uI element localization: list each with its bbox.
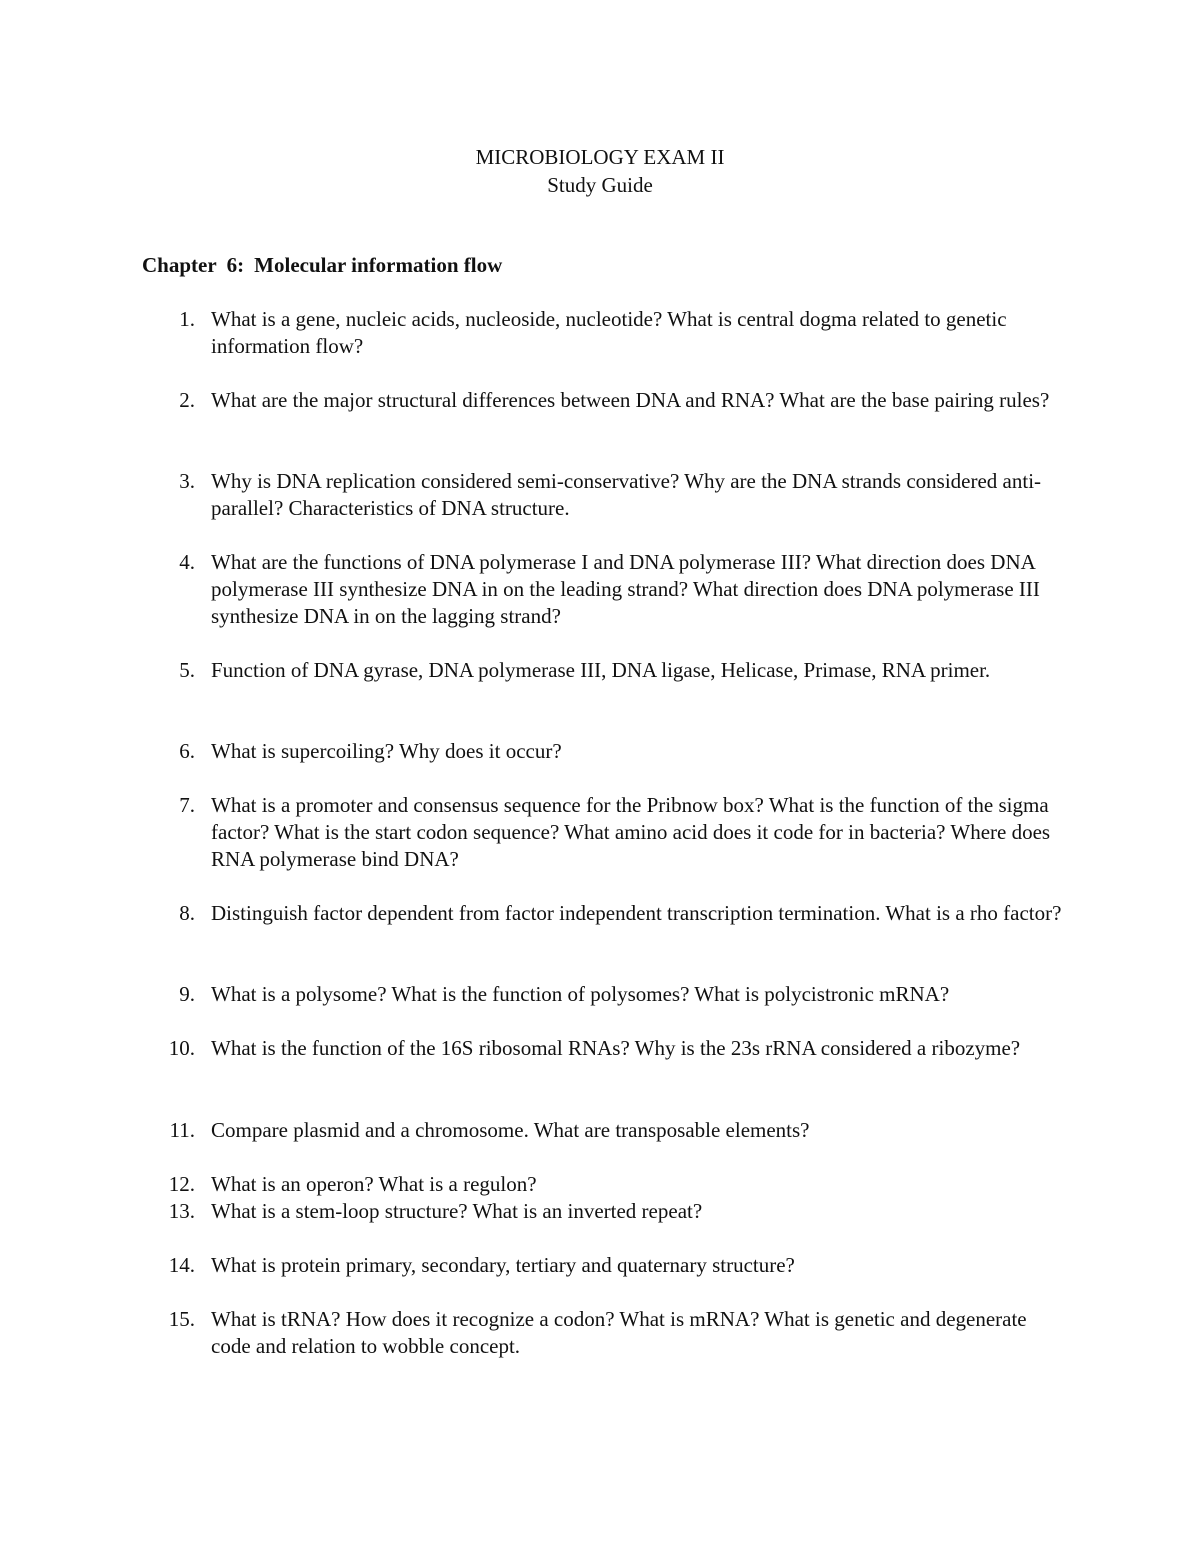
question-number: 15.	[168, 1307, 195, 1331]
document-title: MICROBIOLOGY EXAM II	[475, 145, 725, 169]
question-number: 8.	[179, 901, 195, 925]
question-text: Function of DNA gyrase, DNA polymerase III, DNA ligase, Helicase, Primase, RNA primer.	[211, 658, 991, 682]
question-text: What are the major structural differences between DNA and RNA? What are the base pairing rules?	[211, 388, 1050, 412]
question-number: 10.	[168, 1036, 195, 1060]
question-number: 13.	[168, 1199, 195, 1223]
chapter-heading	[142, 251, 502, 279]
question-text: What is supercoiling? Why does it occur?	[211, 739, 562, 763]
question-number: 12.	[168, 1172, 195, 1196]
question-number: 6.	[179, 739, 195, 763]
question-text: What is an operon? What is a regulon?	[211, 1172, 537, 1196]
question-text: What is a stem-loop structure? What is an inverted repeat?	[211, 1199, 703, 1223]
question-text: Distinguish factor dependent from factor independent transcription termination. What is a rho factor?	[211, 901, 1062, 925]
question-number: 3.	[179, 469, 195, 493]
question-number: 7.	[179, 793, 195, 817]
question-text: Compare plasmid and a chromosome. What are transposable elements?	[211, 1118, 810, 1142]
question-number: 14.	[168, 1253, 195, 1277]
question-number: 11.	[169, 1118, 195, 1142]
question-number: 4.	[179, 550, 195, 574]
question-text: What is the function of the 16S ribosomal RNAs? Why is the 23s rRNA considered a ribozyme?	[211, 1036, 1021, 1060]
question-number: 2.	[179, 388, 195, 412]
question-text: What is a gene, nucleic acids, nucleoside, nucleotide? What is central dogma related to genetic information flow?	[211, 307, 1007, 358]
question-text: What is a promoter and consensus sequence for the Pribnow box? What is the function of the sigma factor? What is the start codon sequence? What amino acid does it code for in bacteria? Where does RNA polymerase bind DNA?	[211, 793, 1051, 871]
question-number: 9.	[179, 982, 195, 1006]
question-number: 5.	[179, 658, 195, 682]
question-text: What is a polysome? What is the function of polysomes? What is polycistronic mRNA?	[211, 982, 950, 1006]
chapter-number: 6:	[226, 253, 245, 277]
question-text: What is tRNA? How does it recognize a codon? What is mRNA? What is genetic and degenerate code and relation to wobble concept.	[211, 1307, 1027, 1358]
question-number: 1.	[179, 307, 195, 331]
document-subtitle: Study Guide	[547, 173, 653, 197]
chapter-topic: Molecular information flow	[254, 253, 503, 277]
question-text: Why is DNA replication considered semi-conservative? Why are the DNA strands considered anti-parallel? Characteristics of DNA structure.	[211, 469, 1042, 520]
question-text: What are the functions of DNA polymerase I and DNA polymerase III? What direction does DNA polymerase III synthesize DNA in on the leading strand? What direction does DNA polymerase III synthesize DNA in on the lagging strand?	[211, 550, 1040, 628]
chapter-label: Chapter	[142, 253, 217, 277]
question-text: What is protein primary, secondary, tertiary and quaternary structure?	[211, 1253, 795, 1277]
